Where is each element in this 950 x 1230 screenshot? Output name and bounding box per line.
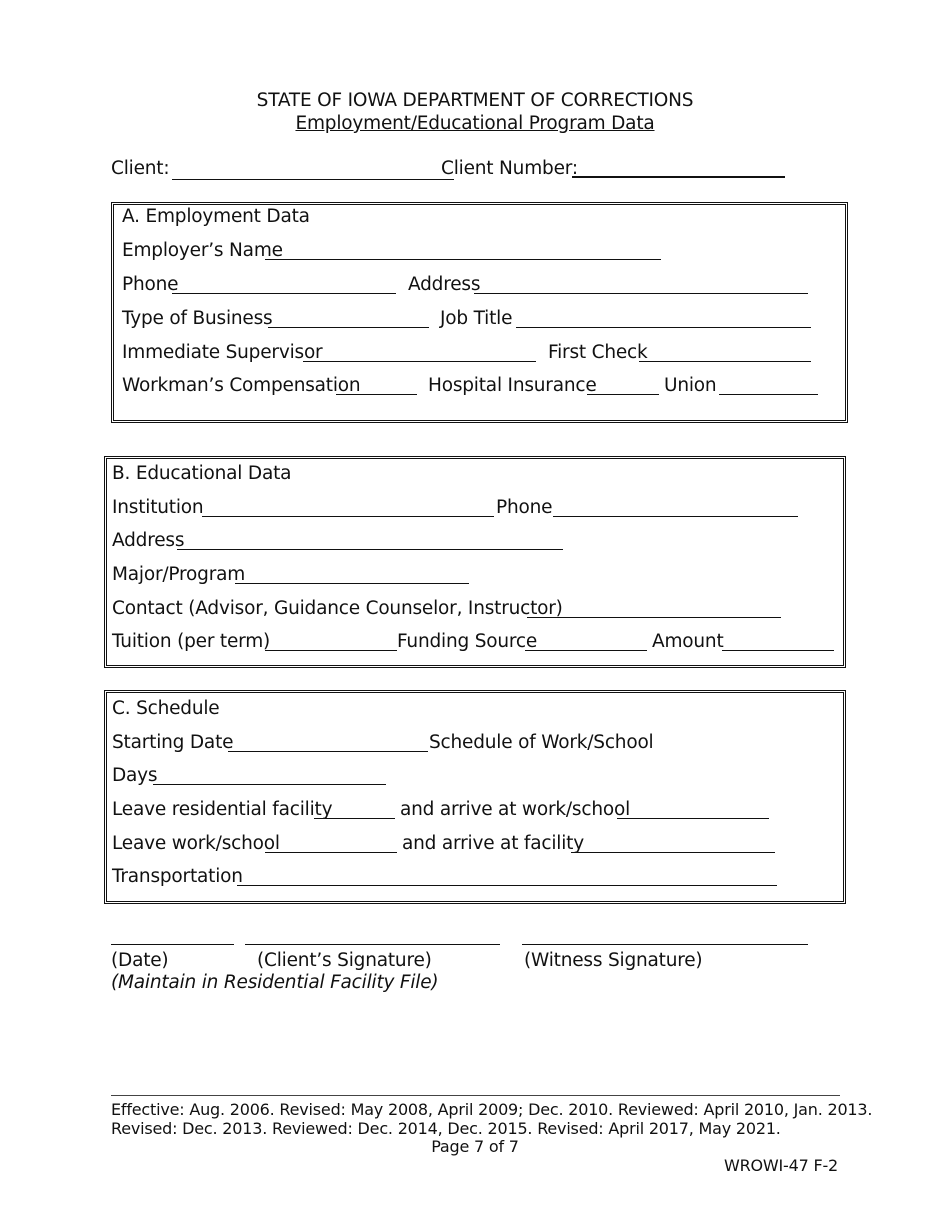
- job-title-field[interactable]: [516, 327, 811, 328]
- transportation-field[interactable]: [237, 885, 777, 886]
- major-program-field[interactable]: [235, 583, 469, 584]
- client-number-label: Client Number:: [441, 158, 578, 179]
- client-signature-caption: (Client’s Signature): [257, 950, 432, 971]
- union-field[interactable]: [719, 394, 818, 395]
- employer-name-label: Employer’s Name: [122, 240, 283, 261]
- institution-label: Institution: [112, 497, 204, 518]
- witness-signature-caption: (Witness Signature): [524, 950, 703, 971]
- employer-address-field[interactable]: [474, 293, 808, 294]
- days-field[interactable]: [153, 784, 386, 785]
- arrive-facility-label: and arrive at facility: [402, 833, 584, 854]
- schedule-section-title: C. Schedule: [112, 698, 220, 719]
- leave-residential-field[interactable]: [314, 818, 395, 819]
- client-label: Client:: [111, 158, 170, 179]
- form-code: WROWI-47 F-2: [723, 1156, 838, 1175]
- client-number-field[interactable]: [572, 176, 785, 178]
- employer-address-label: Address: [408, 274, 481, 295]
- contact-field[interactable]: [527, 617, 781, 618]
- page-number: Page 7 of 7: [431, 1137, 519, 1156]
- transportation-label: Transportation: [112, 866, 243, 887]
- first-check-label: First Check: [548, 342, 648, 363]
- funding-source-field[interactable]: [525, 650, 647, 651]
- institution-address-label: Address: [112, 530, 185, 551]
- type-of-business-label: Type of Business: [122, 308, 273, 329]
- amount-field[interactable]: [722, 650, 834, 651]
- job-title-label: Job Title: [440, 308, 513, 329]
- institution-address-field[interactable]: [177, 549, 563, 550]
- major-program-label: Major/Program: [112, 564, 246, 585]
- starting-date-field[interactable]: [228, 751, 428, 752]
- first-check-field[interactable]: [639, 361, 811, 362]
- footer-effective-line1: Effective: Aug. 2006. Revised: May 2008, April 2009; Dec. 2010. Reviewed: April 2010, Jan. 2013.: [111, 1100, 873, 1119]
- date-signature-line[interactable]: [111, 944, 234, 945]
- union-label: Union: [664, 375, 717, 396]
- leave-residential-label: Leave residential facility: [112, 799, 333, 820]
- arrive-work-school-label: and arrive at work/school: [400, 799, 631, 820]
- employment-section-title: A. Employment Data: [122, 206, 310, 227]
- client-field[interactable]: [172, 179, 454, 180]
- workmans-comp-field[interactable]: [336, 394, 417, 395]
- immediate-supervisor-label: Immediate Supervisor: [122, 342, 323, 363]
- institution-phone-label: Phone: [496, 497, 553, 518]
- institution-field[interactable]: [202, 516, 494, 517]
- footer-divider: [111, 1095, 840, 1096]
- leave-work-school-field[interactable]: [265, 852, 397, 853]
- client-signature-line[interactable]: [245, 944, 500, 945]
- employer-phone-field[interactable]: [172, 293, 396, 294]
- leave-work-school-label: Leave work/school: [112, 833, 280, 854]
- immediate-supervisor-field[interactable]: [303, 361, 536, 362]
- hospital-insurance-field[interactable]: [587, 394, 659, 395]
- days-label: Days: [112, 765, 158, 786]
- tuition-field[interactable]: [265, 650, 397, 651]
- schedule-work-school-label: Schedule of Work/School: [429, 732, 654, 753]
- funding-source-label: Funding Source: [397, 631, 538, 652]
- footer-effective-line2: Revised: Dec. 2013. Reviewed: Dec. 2014, Dec. 2015. Revised: April 2017, May 2021.: [111, 1119, 781, 1138]
- tuition-label: Tuition (per term): [112, 631, 271, 652]
- hospital-insurance-label: Hospital Insurance: [428, 375, 597, 396]
- witness-signature-line[interactable]: [522, 944, 808, 945]
- type-of-business-field[interactable]: [268, 327, 429, 328]
- employer-phone-label: Phone: [122, 274, 179, 295]
- contact-label: Contact (Advisor, Guidance Counselor, Instructor): [112, 598, 563, 619]
- arrive-facility-field[interactable]: [571, 852, 775, 853]
- educational-section-title: B. Educational Data: [112, 463, 292, 484]
- employer-name-field[interactable]: [265, 259, 661, 260]
- form-title: Employment/Educational Program Data: [295, 113, 655, 134]
- workmans-comp-label: Workman’s Compensation: [122, 375, 361, 396]
- agency-title: STATE OF IOWA DEPARTMENT OF CORRECTIONS: [256, 90, 694, 111]
- date-caption: (Date): [111, 950, 169, 971]
- arrive-work-school-field[interactable]: [617, 818, 769, 819]
- institution-phone-field[interactable]: [553, 516, 798, 517]
- starting-date-label: Starting Date: [112, 732, 234, 753]
- amount-label: Amount: [652, 631, 724, 652]
- file-note: (Maintain in Residential Facility File): [111, 972, 439, 993]
